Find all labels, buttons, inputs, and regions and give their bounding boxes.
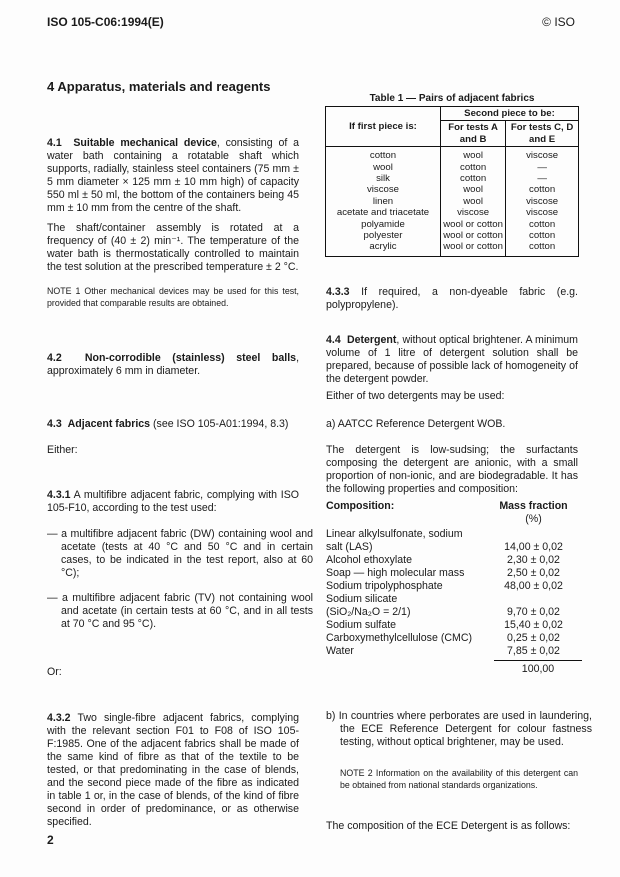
- table-cell: cotton: [529, 241, 556, 253]
- table-cell: viscose: [526, 150, 559, 162]
- table-header: Second piece to be:: [441, 107, 579, 121]
- note-1: NOTE 1 Other mechanical devices may be used for this test, provided that comparable results are obtained.: [47, 286, 299, 308]
- component-name: Sodium silicate: [326, 593, 398, 605]
- component-name: (SiO₂/Na₂O = 2/1): [326, 606, 411, 618]
- table-cell: acrylic: [369, 241, 397, 253]
- mass-value: 14,00 ± 0,02: [504, 541, 563, 553]
- component-name: Sodium tripolyphosphate: [326, 580, 443, 592]
- mass-value: 7,85 ± 0,02: [507, 645, 560, 657]
- mass-value: [491, 528, 576, 541]
- table-cell: linen: [372, 195, 394, 207]
- table-cell: acetate and triacetate: [336, 207, 430, 219]
- unit-label: (%): [525, 513, 542, 525]
- table-cell: wool or cotton: [443, 241, 503, 253]
- adjacent-fabrics-table: [325, 106, 579, 257]
- mass-value: 0,25 ± 0,02: [507, 632, 560, 644]
- composition-table: [326, 500, 578, 676]
- table-cell: cotton: [369, 150, 397, 162]
- first-piece-column: [326, 147, 441, 257]
- table-cell: wool: [373, 161, 393, 173]
- total: 100,00: [494, 660, 582, 676]
- mass-value: 15,40 ± 0,02: [504, 619, 563, 631]
- table-cell: —: [537, 173, 547, 185]
- either-detergent: Either of two detergents may be used:: [326, 390, 505, 402]
- table-cell: wool: [463, 150, 483, 162]
- component-name: Water: [326, 645, 354, 657]
- para-4-3-2: 4.3.2 Two single-fibre adjacent fabrics, complying with the relevant section F01 to F08 of ISO 105-F:1985. One of the adjacent fabrics shall be made of the same kind of fibre as that of the textile to be tested, or that predominating in the case of blends, and the second piece made of the fibre as indicated in table 1 or, in the case of blends, of the kind of fibre second in order of predominance, or as otherwise specified.: [47, 712, 299, 828]
- para-4-1-b: The shaft/container assembly is rotated at a frequency of (40 ± 2) min⁻¹. The temperature of the water bath is thermostatically controlled to maintain the test solution at the prescribed temperature ± 2 °C.: [47, 222, 299, 273]
- note-2: NOTE 2 Information on the availability of this detergent can be obtained from national standards organizations.: [340, 768, 578, 790]
- either-label: Either:: [47, 444, 78, 456]
- table-cell: cotton: [460, 173, 487, 185]
- table-cell: polyester: [363, 230, 403, 242]
- para-4-4: 4.4 Detergent, without optical brightener. A minimum volume of 1 litre of detergent solution shall be prepared, because of possible lack of homogeneity of the detergent powder.: [326, 334, 578, 385]
- table-header: For tests A and B: [441, 121, 506, 147]
- component-name: Linear alkylsulfonate, sodium: [326, 528, 463, 540]
- copyright: © ISO: [542, 15, 575, 29]
- detergent-description: The detergent is low-sudsing; the surfactants composing the detergent are anionic, with a small proportion of non-ionic, and are biodegradable. It has the following properties and composition:: [326, 444, 578, 495]
- table-cell: cotton: [529, 218, 556, 230]
- para-4-3: 4.3 Adjacent fabrics (see ISO 105-A01:1994, 8.3): [47, 418, 289, 430]
- tests-cde-column: [506, 147, 579, 257]
- ece-intro: The composition of the ECE Detergent is as follows:: [326, 820, 571, 832]
- section-heading: 4 Apparatus, materials and reagents: [47, 79, 271, 94]
- para-4-1: 4.1 Suitable mechanical device, consisting of a water bath containing a rotatable shaft which supports, radially, stainless steel containers (75 mm ± 5 mm diameter × 125 mm ± 10 mm high) of capacity 550 ml ± 50 ml, the bottom of the containers being 45 mm ± 10 mm from the centre of the shaft.: [47, 137, 300, 214]
- mass-value: 9,70 ± 0,02: [507, 606, 560, 618]
- table-cell: viscose: [457, 207, 490, 219]
- component-name: Soap — high molecular mass: [326, 567, 465, 579]
- component-name: Alcohol ethoxylate: [326, 554, 412, 566]
- list-item: — a multifibre adjacent fabric (DW) containing wool and acetate (tests at 40 °C and 50 °C and in certain cases, to be indicated in the test report, also at 60 °C);: [47, 528, 313, 579]
- component-name: Sodium sulfate: [326, 619, 397, 631]
- table-cell: cotton: [529, 230, 556, 242]
- table-cell: polyamide: [361, 218, 405, 230]
- table-cell: wool or cotton: [443, 218, 503, 230]
- mass-value: 48,00 ± 0,02: [504, 580, 563, 592]
- tests-ab-column: [441, 147, 506, 257]
- para-4-3-3: 4.3.3 If required, a non-dyeable fabric (e.g. polypropylene).: [326, 286, 578, 311]
- option-b: b) In countries where perborates are used in laundering, the ECE Reference Detergent for colour fastness testing, without optical brightener, may be used.: [326, 710, 592, 748]
- mass-header: Mass fraction: [499, 500, 568, 512]
- table-cell: silk: [376, 173, 390, 185]
- para-4-3-1: 4.3.1 A multifibre adjacent fabric, complying with ISO 105-F10, according to the test used:: [47, 489, 299, 514]
- table-cell: viscose: [526, 195, 559, 207]
- page-number: 2: [47, 833, 54, 847]
- standard-id: ISO 105-C06:1994(E): [47, 15, 164, 29]
- composition-header: Composition:: [326, 500, 395, 512]
- table-cell: viscose: [526, 207, 559, 219]
- component-name: salt (LAS): [326, 541, 373, 553]
- list-item: — a multifibre adjacent fabric (TV) not containing wool and acetate (in certain tests at 60 °C, and in all tests at 70 °C and 95 °C).: [47, 592, 313, 630]
- table-cell: —: [537, 161, 547, 173]
- mass-value: 2,30 ± 0,02: [507, 554, 560, 566]
- table-cell: cotton: [529, 184, 556, 196]
- table-cell: viscose: [367, 184, 399, 196]
- para-4-2: 4.2 Non-corrodible (stainless) steel balls, approximately 6 mm in diameter.: [47, 352, 300, 377]
- table-title: Table 1 — Pairs of adjacent fabrics: [369, 93, 535, 104]
- table-cell: wool: [463, 184, 483, 196]
- table-header: If first piece is:: [326, 107, 441, 147]
- component-name: Carboxymethylcellulose (CMC): [326, 632, 472, 644]
- table-cell: cotton: [460, 161, 487, 173]
- or-label: Or:: [47, 666, 62, 678]
- table-cell: wool or cotton: [443, 230, 503, 242]
- table-cell: wool: [463, 195, 483, 207]
- mass-value: [491, 593, 576, 606]
- option-a: a) AATCC Reference Detergent WOB.: [326, 418, 506, 430]
- mass-value: 2,50 ± 0,02: [507, 567, 560, 579]
- table-header: For tests C, D and E: [506, 121, 579, 147]
